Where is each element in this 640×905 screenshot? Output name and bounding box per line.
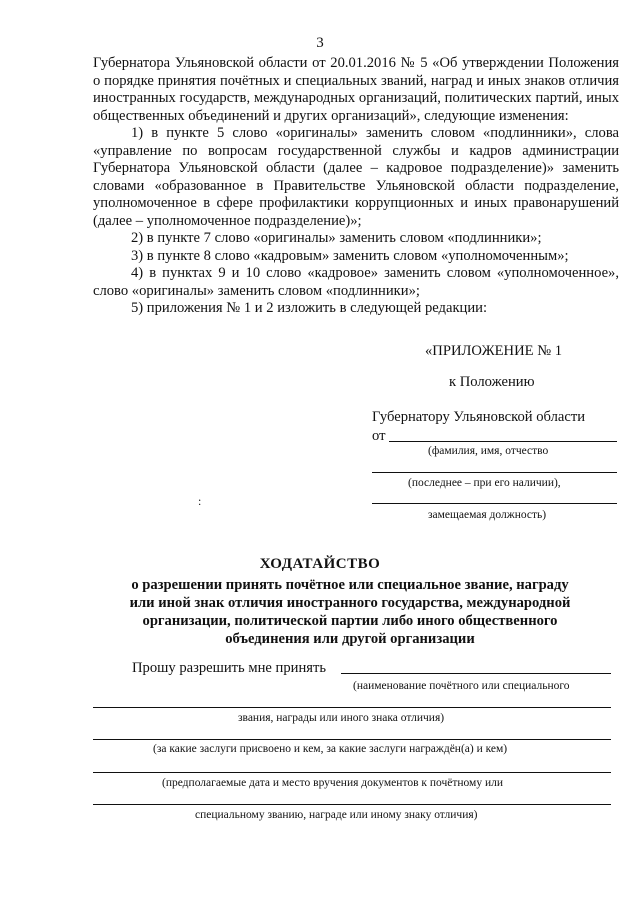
addressee-hint-position: замещаемая должность) — [428, 509, 547, 521]
petition-title: ХОДАТАЙСТВО — [259, 556, 381, 572]
paragraph-item-3: 3) в пункте 8 слово «кадровым» заменить словом «уполномоченным»; — [131, 247, 569, 264]
paragraph-item-5: 5) приложения № 1 и 2 изложить в следующей редакции: — [131, 300, 488, 316]
petition-subtitle: о разрешении принять почётное или специальное звание, награду или иной знак отличия иностранного государства, международной организации, политической партии либо иного общественного объединения или другой организации — [129, 577, 571, 647]
annex-title: «ПРИЛОЖЕНИЕ № 1 — [425, 343, 563, 359]
request-text: Прошу разрешить мне принять — [132, 660, 327, 676]
addressee-line: Губернатору Ульяновской области — [372, 409, 586, 425]
addressee-hint-name: (фамилия, имя, отчество — [428, 445, 549, 457]
addressee-fill-line-2 — [372, 472, 617, 473]
hint-date-cont: специальному званию, награде или иному знаку отличия) — [195, 809, 478, 821]
hint-award-name: (наименование почётного или специального — [353, 680, 570, 692]
fill-line-date — [93, 772, 611, 773]
amendment-text — [93, 55, 619, 318]
paragraph-item-1: 1) в пункте 5 слово «оригиналы» заменить словом «подлинники», слова «управление по вопросам государственной службы и кадров администрации Губернатора Ульяновской области (далее – кадровое подразделение)» заменить словами «образованное в Правительстве Ульяновской области подразделение, уполномоченное в сфере профилактики коррупционных и иных правонарушений (далее – уполномоченное подразделение)»; — [93, 125, 619, 229]
request-fill-line — [341, 673, 611, 674]
paragraph-item-4: 4) в пунктах 9 и 10 слово «кадровое» заменить словом «уполномоченное», слово «оригиналы» заменить словом «подлинники»; — [93, 265, 619, 299]
addressee-hint-patronymic: (последнее – при его наличии), — [408, 477, 561, 489]
hint-date: (предполагаемые дата и место вручения документов к почётному или — [162, 777, 503, 789]
annex-subtitle: к Положению — [449, 374, 535, 390]
fill-line-merits — [93, 739, 611, 740]
addressee-fill-line-3 — [372, 503, 617, 504]
stray-mark: : — [198, 494, 202, 508]
page-number: 3 — [316, 35, 324, 51]
hint-merits: (за какие заслуги присвоено и кем, за какие заслуги награждён(а) и кем) — [153, 743, 508, 755]
paragraph-item-2: 2) в пункте 7 слово «оригиналы» заменить словом «подлинники»; — [131, 230, 542, 246]
hint-award-name-cont: звания, награды или иного знака отличия) — [238, 712, 445, 724]
fill-line-award-cont — [93, 707, 611, 708]
from-fill-line — [389, 441, 617, 442]
paragraph-intro: Губернатора Ульяновской области от 20.01.2016 № 5 «Об утверждении Положения о порядке принятия почётных и специальных званий, наград и иных знаков отличия иностранных государств, международных организаций, политических партий, иных общественных объединений и других организаций», следующие изменения: — [93, 55, 619, 124]
fill-line-date-cont — [93, 804, 611, 805]
from-label: от — [372, 428, 386, 444]
